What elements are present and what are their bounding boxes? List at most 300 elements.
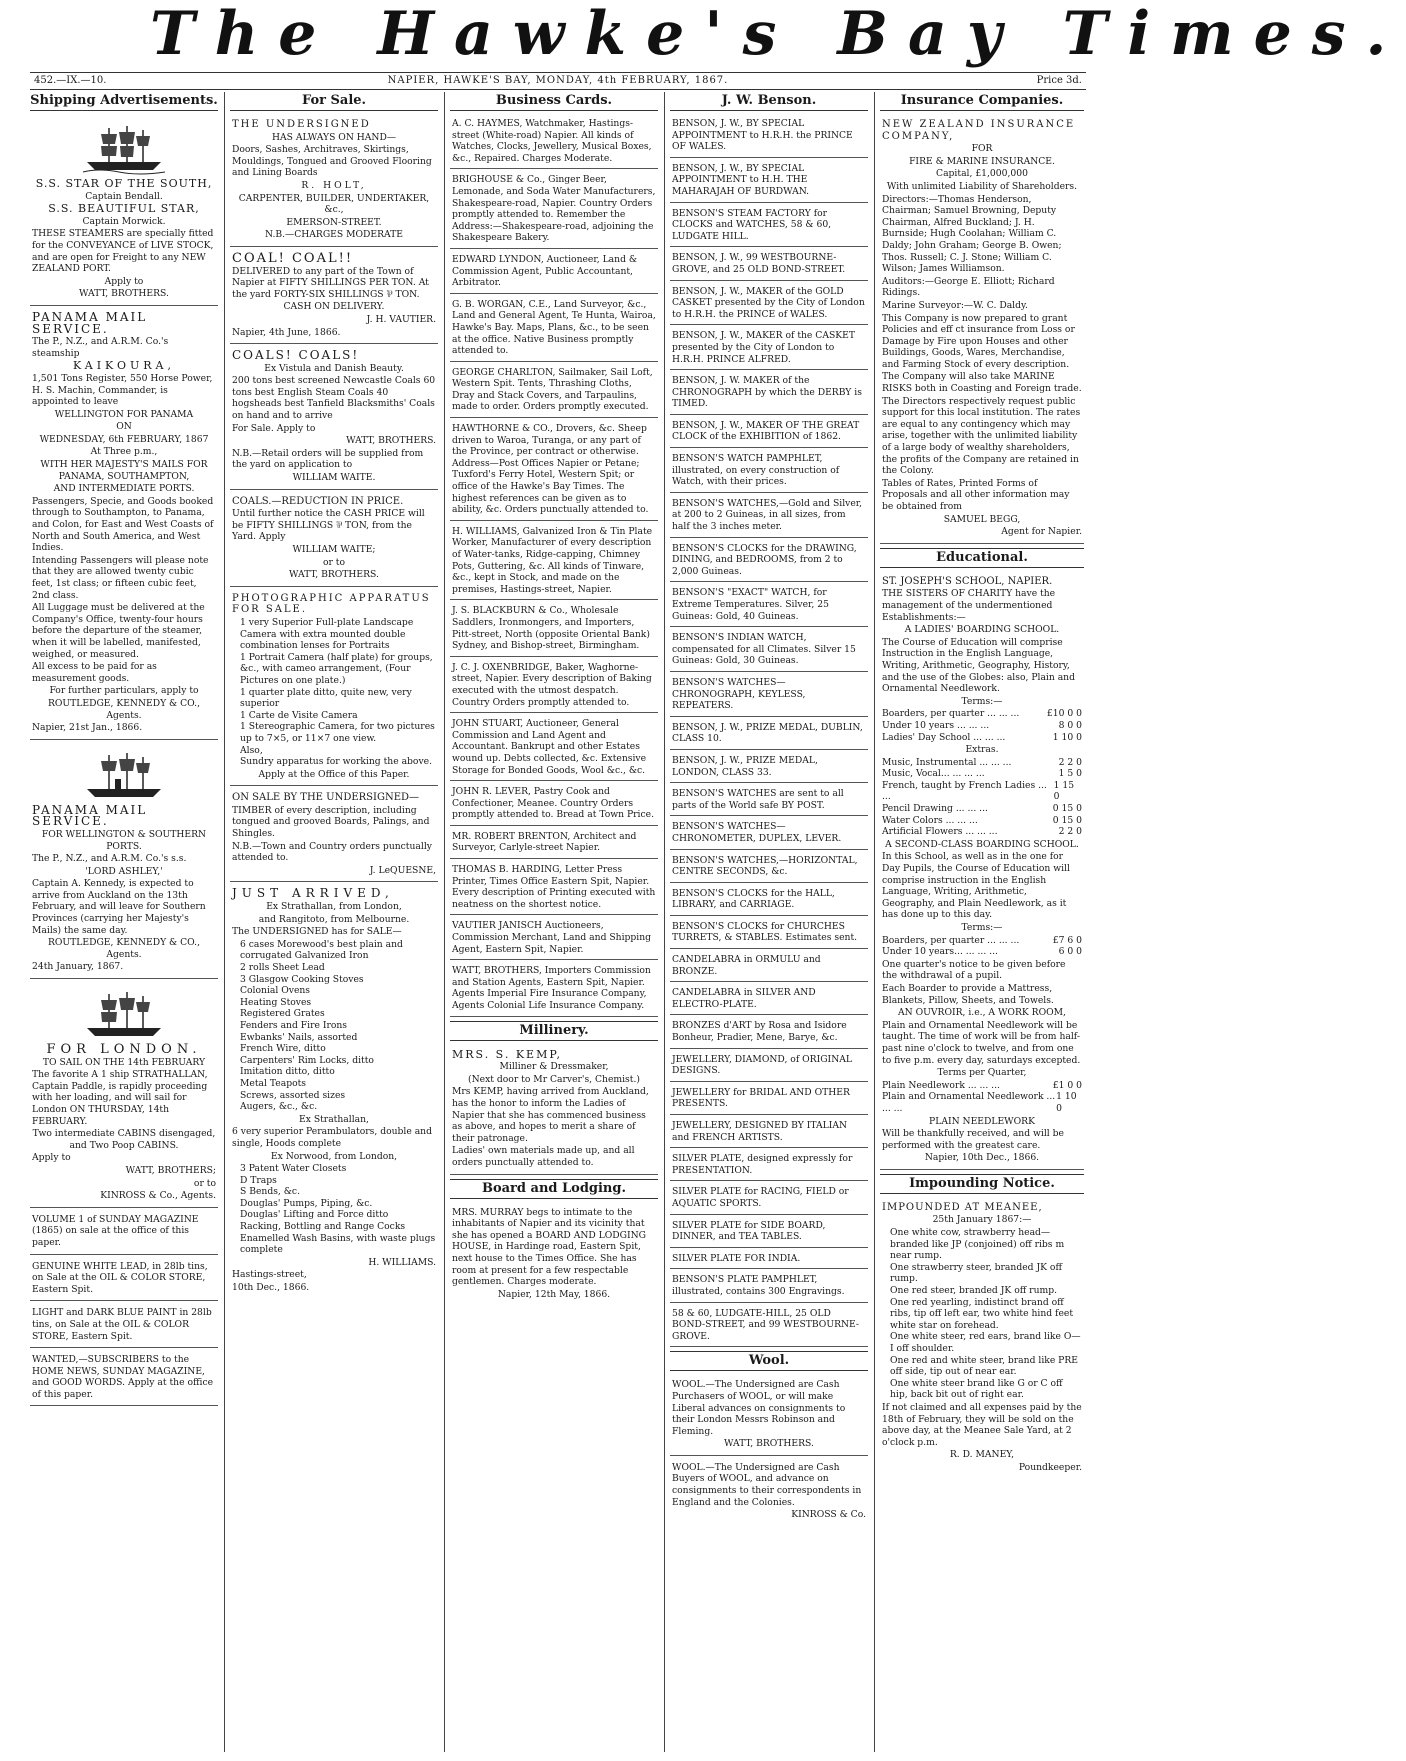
business-card-list: [450, 115, 658, 1017]
ad-line: For Sale. Apply to: [232, 422, 316, 434]
ad-body: VOLUME 1 of SUNDAY MAGAZINE (1865) on sale at the office of this paper.: [32, 1213, 199, 1248]
ad-text: JEWELLERY, DIAMOND, of ORIGINAL DESIGNS.: [672, 1053, 852, 1077]
ad-text: THOMAS B. HARDING, Letter Press Printer, Times Office Eastern Spit, Napier. Every description of Printing executed with neatness on the shortest notice.: [452, 864, 656, 910]
ad-text: BENSON'S PLATE PAMPHLET, illustrated, contains 300 Engravings.: [672, 1274, 845, 1297]
ad-just-arrived: [230, 884, 438, 1298]
ad-text: CANDELABRA in ORMULU and BRONZE.: [672, 954, 821, 977]
ad-title: IMPOUNDED AT MEANEE,: [882, 1201, 1043, 1213]
ad-body: TIMBER of every description, including tongued and grooved Boards, Palings, and Shingles.: [232, 804, 430, 840]
list-item: 1 Stereographic Camera, for two pictures up to 7×5, or 11×7 one view.: [240, 721, 435, 744]
ad-title: COAL! COAL!!: [232, 250, 354, 266]
ad-body: N.B.—Retail orders will be supplied from the yard on application to: [232, 447, 424, 471]
ad-text: VAUTIER JANISCH Auctioneers, Commission Merchant, Land and Shipping Agent, Eastern Spit, Napier.: [452, 920, 652, 955]
ad-text: JEWELLERY, DESIGNED BY ITALIAN and FRENCH ARTISTS.: [672, 1120, 848, 1143]
list-item: Sundry apparatus for working the above.: [240, 756, 433, 768]
ad-text: BENSON'S CLOCKS for CHURCHES TURRETS, & STABLES. Estimates sent.: [672, 920, 858, 944]
section-heading: For Sale.: [230, 92, 438, 111]
benson-ad-list: [670, 115, 868, 1347]
benson-ad: [670, 818, 868, 849]
ad-text: BENSON, J. W., MAKER of the GOLD CASKET presented by the City of London to H.R.H. the PRINCE of WALES.: [672, 285, 865, 320]
fee-label: Plain Needlework ... ... ...: [882, 1079, 1000, 1091]
ad-date: Napier, 12th May, 1866.: [497, 1288, 611, 1300]
ad-body: The Company will also take MARINE RISKS both in Coasting and Foreign trade.: [882, 371, 1082, 395]
benson-ad: [670, 629, 868, 672]
ad-body: Captain A. Kennedy, is expected to arrive from Auckland on the 13th February, and will leave for Southern Provinces (carrying her Majesty's Mails) the same day.: [32, 878, 206, 936]
benson-ad: [670, 1250, 868, 1270]
list-item: Imitation ditto, ditto: [240, 1066, 335, 1078]
list-item: 3 Glasgow Cooking Stoves: [240, 973, 364, 985]
business-card: [450, 523, 658, 601]
list-item: Carpenters' Rim Locks, ditto: [240, 1054, 374, 1066]
ad-text: J. S. BLACKBURN & Co., Wholesale Saddlers, Ironmongers, and Importers, Pitt-street, North (opposite Oriental Bank) Sydney, and Bishop-street, Birmingham.: [452, 605, 650, 652]
column-rule: [664, 92, 665, 1752]
business-card: [450, 962, 658, 1016]
benson-ad: [670, 372, 868, 415]
business-card: [450, 115, 658, 169]
ad-text: BENSON'S CLOCKS for the DRAWING, DINING, and BEDROOMS, from 2 to 2,000 Guineas.: [672, 542, 857, 577]
ad-body: Tables of Rates, Printed Forms of Proposals and all other information may be obtained from: [882, 477, 1070, 512]
fee-amount: 6 0 0: [1058, 946, 1082, 958]
ad-title: PHOTOGRAPHIC APPARATUS FOR SALE.: [232, 592, 431, 616]
ad-body: Directors:—Thomas Henderson, Chairman; Samuel Browning, Deputy Chairman, Alfred Buckland; J. H. Burnside; Hugh Coolahan; William C. Daldy; John Graham; George B. Owen; Thos. Russell; C. J. Stone; William C. Wilson; James Williamson.: [882, 193, 1062, 275]
fee-table: [882, 757, 1082, 838]
fee-amount: 2 2 0: [1058, 756, 1082, 768]
ad-panama-lord-ashley: [30, 742, 218, 979]
issue-number: 452.—IX.—10.: [34, 75, 107, 86]
ad-text: BENSON'S WATCHES,—Gold and Silver, at 200 to 2 Guineas, in all sizes, from half the 3 inches meter.: [672, 497, 863, 533]
ad-line: Ex Strathallan, from London,: [266, 901, 402, 913]
ad-line: TO SAIL ON THE 14th FEBRUARY: [42, 1056, 206, 1068]
ad-title: FOR LONDON.: [46, 1042, 202, 1058]
fee-row: [882, 826, 1082, 838]
fee-amount: 1 10 0: [1052, 731, 1082, 743]
fee-label: Under 10 years... ... ... ...: [882, 946, 998, 958]
ad-title: NEW ZEALAND INSURANCE COMPANY,: [882, 119, 1076, 142]
fee-amount: 1 15 0: [1053, 779, 1075, 803]
ad-body: Marine Surveyor:—W. C. Daldy.: [882, 299, 1028, 311]
benson-ad: [670, 1217, 868, 1248]
ad-text: BENSON'S WATCHES are sent to all parts of the World safe BY POST.: [672, 788, 844, 811]
list-item: Metal Teapots: [240, 1077, 307, 1089]
fee-label: Music, Instrumental ... ... ...: [882, 756, 1012, 768]
fee-amount: £10 0 0: [1046, 708, 1082, 720]
ad-for-london: [30, 981, 218, 1208]
section-heading: Impounding Notice.: [880, 1174, 1084, 1194]
dateline: NAPIER, HAWKE'S BAY, MONDAY, 4th FEBRUARY, 1867.: [387, 75, 729, 86]
list-item: Colonial Ovens: [240, 985, 311, 997]
ad-text: SILVER PLATE, designed expressly for PRESENTATION.: [672, 1153, 853, 1176]
ad-line: N.B.—CHARGES MODERATE: [265, 229, 403, 241]
ad-body: THE SISTERS OF CHARITY have the management of the undermentioned Establishments:—: [882, 588, 1056, 623]
ad-line: The P., N.Z., and A.R.M. Co.'s steamship: [32, 336, 169, 359]
list-item: Screws, assorted sizes: [240, 1089, 346, 1101]
ad-line: With unlimited Liability of Shareholders.: [886, 180, 1078, 192]
list-item: One red steer, branded JK off rump.: [890, 1285, 1057, 1297]
fee-row: [882, 732, 1082, 744]
item-list: [232, 1163, 436, 1256]
ad-body: For further particulars, apply to: [49, 685, 199, 697]
signature: or to: [193, 1177, 216, 1189]
ad-text: BENSON, J. W., MAKER of the CASKET presented by the City of London to H.R.H. PRINCE ALFRED.: [672, 330, 855, 365]
fee-amount: 0 15 0: [1052, 814, 1082, 826]
ad-body: All excess to be paid for as measurement goods.: [32, 661, 157, 684]
ad-text: BENSON, J. W., BY SPECIAL APPOINTMENT to H.R.H. the PRINCE OF WALES.: [672, 118, 853, 153]
signature: WATT, BROTHERS;: [125, 1164, 216, 1176]
signature: ROUTLEDGE, KENNEDY & CO., Agents.: [47, 697, 201, 721]
ad-date: 24th January, 1867.: [32, 961, 124, 973]
ad-line: FIRE & MARINE INSURANCE.: [909, 155, 1055, 167]
ad-body: THESE STEAMERS are specially fitted for the CONVEYANCE of LIVE STOCK, and are open for Freight to any NEW ZEALAND PORT.: [32, 228, 214, 275]
section-heading: Millinery.: [450, 1021, 658, 1041]
list-item: 1 quarter plate ditto, quite new, very superior: [240, 686, 412, 710]
ad-text: BRIGHOUSE & Co., Ginger Beer, Lemonade, and Soda Water Manufacturers, Shakespeare-road, Napier. Country Orders promptly attended to. Remember the Address:—Shakespeare-road, adjoining the Shakespeare Bakery.: [452, 174, 656, 244]
ad-line: AND INTERMEDIATE PORTS.: [53, 483, 195, 495]
list-item: One white cow, strawberry head—branded like JP (conjoined) off ribs m near rump.: [890, 1227, 1065, 1262]
ad-line: PLAIN NEEDLEWORK: [929, 1115, 1035, 1127]
signature: Poundkeeper.: [1018, 1461, 1082, 1473]
ad-mrs-kemp: [450, 1045, 658, 1175]
business-card: [450, 917, 658, 960]
list-item: 3 Patent Water Closets: [240, 1163, 347, 1175]
ad-line: AN OUVROIR, i.e., A WORK ROOM,: [898, 1007, 1066, 1019]
fee-row: [882, 708, 1082, 720]
fee-row: [882, 757, 1082, 769]
fee-label: Under 10 years ... ... ...: [882, 719, 990, 731]
business-card: [450, 715, 658, 781]
ad-title: ON SALE BY THE UNDERSIGNED—: [232, 792, 420, 804]
ad-coal-vautier: [230, 249, 438, 344]
section-heading: Educational.: [880, 548, 1084, 568]
ad-body: 6 very superior Perambulators, double and single, Hoods complete: [232, 1126, 432, 1149]
benson-ad: [670, 674, 868, 717]
ad-line: FOR WELLINGTON & SOUTHERN PORTS.: [41, 828, 207, 852]
ad-body: 200 tons best screened Newcastle Coals 60 tons best English Steam Coals 40 hogsheads best Tanfield Blacksmiths' Coals on hand and to arrive: [232, 375, 436, 422]
fee-amount: 1 5 0: [1058, 768, 1082, 780]
list-item: D Traps: [240, 1174, 277, 1186]
ad-date: Napier, 10th Dec., 1866.: [924, 1152, 1040, 1164]
ship-icon: [79, 122, 169, 174]
fee-table: [882, 1080, 1082, 1115]
benson-ad: [670, 205, 868, 248]
benson-ad: [670, 852, 868, 883]
section-heading: Shipping Advertisements.: [30, 92, 218, 111]
signature: WATT, BROTHERS.: [724, 1438, 814, 1450]
item-list: [232, 939, 436, 1113]
fee-table: [882, 935, 1082, 958]
ad-line: Apply at the Office of this Paper.: [258, 768, 410, 780]
ad-line: Ex Norwood, from London,: [270, 1150, 398, 1162]
ship-name: KAIKOURA,: [73, 359, 175, 373]
benson-ad: [670, 249, 868, 280]
ad-text: G. B. WORGAN, C.E., Land Surveyor, &c., Land and General Agent, Te Hunta, Wairoa, Hawke's Bay. Maps, Plans, &c., to be seen at the office. Native Business promptly attended to.: [452, 298, 656, 357]
fee-row: [882, 768, 1082, 780]
ad-text: BENSON, J. W. MAKER of the CHRONOGRAPH by which the DERBY is TIMED.: [672, 375, 862, 410]
fee-row: [882, 803, 1082, 815]
ad-body: Intending Passengers will please note that they are allowed twenty cubic feet, 1st class; or fifteen cubic feet, 2nd class.: [32, 554, 209, 601]
ad-line: (Next door to Mr Carver's, Chemist.): [468, 1073, 640, 1085]
ad-text: BENSON'S INDIAN WATCH, compensated for all Climates. Silver 15 Guineas: Gold, 30 Guineas.: [672, 632, 856, 667]
signature: Agent for Napier.: [1001, 526, 1082, 538]
ad-body: GENUINE WHITE LEAD, in 28lb tins, on Sale at the OIL & COLOR STORE, Eastern Spit.: [32, 1260, 208, 1295]
ad-body: WOOL.—The Undersigned are Cash Buyers of WOOL, and advance on consignments to their correspondents in England and the Colonies.: [672, 1461, 862, 1508]
benson-ad: [670, 115, 868, 158]
fee-amount: 2 2 0: [1058, 826, 1082, 838]
ad-title: COALS! COALS!: [232, 348, 360, 363]
ad-coals-reduction: [230, 492, 438, 587]
apply-text: Apply to: [32, 1152, 71, 1164]
ad-sunday-magazine: [30, 1210, 218, 1255]
column-for-sale: [230, 92, 438, 1752]
ad-text: CANDELABRA in SILVER AND ELECTRO-PLATE.: [672, 987, 816, 1010]
signature: WATT, BROTHERS.: [346, 435, 436, 447]
list-item: Augers, &c., &c.: [240, 1101, 318, 1113]
business-card: [450, 251, 658, 294]
ad-body: DELIVERED to any part of the Town of Napier at FIFTY SHILLINGS PER TON. At the yard FORTY-SIX SHILLINGS ⅌ TON.: [232, 265, 429, 300]
list-item: 1 Carte de Visite Camera: [240, 709, 358, 721]
captain: Captain Bendall.: [85, 190, 163, 202]
ad-line: and Rangitoto, from Melbourne.: [258, 913, 410, 925]
section-heading: J. W. Benson.: [670, 92, 868, 111]
column-business-cards: [450, 92, 658, 1752]
signature: SAMUEL BEGG,: [943, 513, 1021, 525]
benson-ad: [670, 1084, 868, 1115]
ad-text: BENSON, J. W., PRIZE MEDAL, DUBLIN, CLASS 10.: [672, 721, 863, 745]
benson-ad: [670, 951, 868, 982]
column-benson: [670, 92, 868, 1752]
ad-body: Each Boarder to provide a Mattress, Blankets, Pillow, Sheets, and Towels.: [882, 982, 1054, 1006]
benson-ad: [670, 1017, 868, 1048]
ad-photographic-apparatus: [230, 589, 438, 787]
ad-mrs-murray: [450, 1203, 658, 1306]
masthead: [0, 0, 1406, 69]
benson-ad: [670, 1305, 868, 1348]
list-item: Heating Stoves: [240, 996, 312, 1008]
ad-text: H. WILLIAMS, Galvanized Iron & Tin Plate Worker, Manufacturer of every description of Water-tanks, Ridge-capping, Chimney Pots, Guttering, &c. All kinds of Tinware, &c., kept in Stock, and made on the premises, Hastings-street, Napier.: [452, 525, 653, 595]
signature: KINROSS & Co.: [791, 1509, 866, 1521]
ad-text: BRONZES d'ART by Rosa and Isidore Bonheur, Pradier, Mene, Barye, &c.: [672, 1020, 847, 1044]
ad-text: JOHN R. LEVER, Pastry Cook and Confectioner, Meanee. Country Orders promptly attended to. Bread at Town Price.: [452, 786, 654, 821]
fee-row: [882, 1091, 1082, 1114]
list-item: Fenders and Fire Irons: [240, 1019, 348, 1031]
business-card: [450, 602, 658, 656]
ad-title: ST. JOSEPH'S SCHOOL, NAPIER.: [882, 575, 1053, 587]
ad-date: 25th January 1867:—: [932, 1214, 1032, 1226]
business-card: [450, 364, 658, 418]
list-item: 1 Portrait Camera (half plate) for groups, &c., with cameo arrangement, (Four Pictures on one plate.): [240, 651, 433, 686]
list-item: S Bends, &c.: [240, 1186, 301, 1198]
section-heading: Business Cards.: [450, 92, 658, 111]
newspaper-title: The Hawke's Bay Times.: [150, 0, 1406, 69]
fee-row: [882, 946, 1082, 958]
ad-text: BENSON'S WATCH PAMPHLET, illustrated, on every construction of Watch, with their prices.: [672, 453, 840, 488]
benson-ad: [670, 160, 868, 203]
column-rule: [224, 92, 225, 1752]
section-heading: Wool.: [670, 1351, 868, 1371]
section-heading: Board and Lodging.: [450, 1179, 658, 1199]
ad-body: One quarter's notice to be given before the withdrawal of a pupil.: [882, 958, 1066, 982]
list-item: One white steer, red ears, brand like O—I off shoulder.: [890, 1331, 1081, 1354]
ad-title: COALS.—REDUCTION IN PRICE.: [232, 495, 404, 507]
ad-text: JOHN STUART, Auctioneer, General Commission and Land Agent and Accountant. Bankrupt and other Estates wound up. Debts collected, &c. Extensive Storage for Bonded Goods, Wool &c., &c.: [452, 718, 647, 776]
benson-ad: [670, 984, 868, 1015]
ad-text: BENSON, J. W., MAKER OF THE GREAT CLOCK of the EXHIBITION of 1862.: [672, 419, 860, 443]
ship-icon: [79, 988, 169, 1040]
fee-label: Boarders, per quarter ... ... ...: [882, 708, 1020, 720]
ad-timber: [230, 788, 438, 882]
fee-label: Plain and Ornamental Needlework ... ... ...: [882, 1091, 1056, 1114]
ad-blue-paint: [30, 1303, 218, 1348]
ad-text: J. C. J. OXENBRIDGE, Baker, Waghorne-street, Napier. Every description of Baking executed with the utmost despatch. Country Orders promptly attended to.: [452, 661, 652, 708]
ad-text: GEORGE CHARLTON, Sailmaker, Sail Loft, Western Spit. Tents, Thrashing Cloths, Dray and Stack Covers, and Tarpaulins, made to order. Orders promptly executed.: [452, 366, 653, 413]
list-item: One red yearling, indistinct brand off ribs, tip off left ear, two white hind feet white star on forehead.: [890, 1296, 1074, 1331]
benson-ad: [670, 785, 868, 816]
signature: WILLIAM WAITE.: [292, 472, 376, 484]
ad-date: Napier, 4th June, 1866.: [232, 326, 341, 338]
ad-line: Terms:—: [961, 695, 1003, 707]
fee-row: [882, 815, 1082, 827]
ad-body: WOOL.—The Undersigned are Cash Purchasers of WOOL, or will make Liberal advances on consignments to their London Messrs Robinson and Fleming.: [672, 1379, 846, 1437]
ad-text: BENSON'S WATCHES,—HORIZONTAL, CENTRE SECONDS, &c.: [672, 854, 858, 878]
ad-line: Extras.: [965, 744, 999, 756]
benson-ad: [670, 1271, 868, 1302]
signature: KINROSS & Co., Agents.: [100, 1190, 216, 1202]
list-item: Douglas' Pumps, Piping, &c.: [240, 1197, 373, 1209]
ad-line: A SECOND-CLASS BOARDING SCHOOL.: [885, 838, 1079, 850]
benson-ad: [670, 283, 868, 326]
list-item: 2 rolls Sheet Lead: [240, 962, 325, 973]
ad-body: The Directors respectively request public support for this local institution. The rates are equal to any contingency which may arise, together with the unlimited liability of a large body of wealthy shareholders, the profits of the Company are retained in the Colony.: [882, 395, 1081, 477]
ad-line: Milliner & Dressmaker,: [499, 1061, 609, 1073]
benson-ad: [670, 885, 868, 916]
ship-icon: [79, 749, 169, 801]
benson-ad: [670, 719, 868, 750]
fee-amount: 0 15 0: [1052, 803, 1082, 815]
benson-ad: [670, 1117, 868, 1148]
business-card: [450, 659, 658, 713]
ad-line: CARPENTER, BUILDER, UNDERTAKER, &c.,: [238, 192, 430, 216]
fee-row: [882, 720, 1082, 732]
fee-label: Pencil Drawing ... ... ...: [882, 803, 988, 815]
fee-label: Music, Vocal... ... ... ...: [882, 768, 985, 780]
ad-date: 10th Dec., 1866.: [232, 1282, 310, 1294]
benson-ad: [670, 495, 868, 538]
ad-title: MRS. S. KEMP,: [452, 1047, 562, 1061]
business-card: [450, 828, 658, 859]
benson-ad: [670, 1150, 868, 1181]
ad-st-josephs-school: [880, 572, 1084, 1170]
ad-text: BENSON'S STEAM FACTORY for CLOCKS and WATCHES, 58 & 60, LUDGATE HILL.: [672, 207, 832, 242]
ad-text: 58 & 60, LUDGATE-HILL, 25 OLD BOND-STREET, and 99 WESTBOURNE-GROVE.: [672, 1307, 860, 1342]
ad-body: Doors, Sashes, Architraves, Skirtings, Mouldings, Tongued and Grooved Flooring and Lining Boards: [232, 144, 432, 179]
list-item: Also,: [240, 744, 263, 756]
column-rule: [874, 92, 875, 1752]
list-item: One red and white steer, brand like PRE off side, tip out of near ear.: [890, 1354, 1078, 1378]
ad-subscribers-wanted: [30, 1350, 218, 1406]
list-item: 6 cases Morewood's best plain and corrugated Galvanized Iron: [240, 938, 403, 962]
ad-line: FOR: [971, 143, 993, 155]
ad-body: Will be thankfully received, and will be performed with the greatest care.: [882, 1128, 1064, 1151]
ad-wool-watt: [670, 1375, 868, 1456]
signature: R. D. MANEY,: [949, 1449, 1015, 1461]
benson-ad: [670, 1051, 868, 1082]
ad-body: WANTED,—SUBSCRIBERS to the HOME NEWS, SUNDAY MAGAZINE, and GOOD WORDS. Apply at the office of this paper.: [32, 1354, 214, 1400]
ad-text: HAWTHORNE & CO., Drovers, &c. Sheep driven to Waroa, Turanga, or any part of the Province, per contract or otherwise. Address—Post Offices Napier or Petane; Tuxford's Ferry Hotel, Western Spit; or office of the Hawke's Bay Times. The highest references can be given as to ability, &c. Orders punctually attended to.: [452, 423, 649, 516]
list-item: French Wire, ditto: [240, 1043, 326, 1055]
column-insurance: [880, 92, 1084, 1752]
business-card: [450, 420, 658, 521]
ship-name: S.S. BEAUTIFUL STAR,: [48, 202, 200, 216]
ad-line: A LADIES' BOARDING SCHOOL.: [904, 624, 1060, 636]
ad-text: MR. ROBERT BRENTON, Architect and Surveyor, Carlyle-street Napier.: [452, 830, 637, 854]
ad-r-holt: [230, 115, 438, 247]
column-rule: [444, 92, 445, 1752]
ad-title: JUST ARRIVED,: [232, 886, 394, 901]
ad-text: SILVER PLATE for RACING, FIELD or AQUATIC SPORTS.: [672, 1186, 849, 1209]
ad-text: BENSON, J. W., PRIZE MEDAL, LONDON, CLASS 33.: [672, 754, 818, 778]
captain: Captain Morwick.: [82, 215, 166, 227]
ad-text: BENSON'S WATCHES—CHRONOMETER, DUPLEX, LEVER.: [672, 821, 842, 844]
ad-body: Auditors:—George E. Elliott; Richard Ridings.: [882, 275, 1055, 299]
ad-text: BENSON'S CLOCKS for the HALL, LIBRARY, and CARRIAGE.: [672, 887, 835, 911]
ad-panama-kaikoura: [30, 308, 218, 740]
business-card: [450, 171, 658, 249]
list-item: Ewbanks' Nails, assorted: [240, 1031, 358, 1043]
benson-ad: [670, 918, 868, 949]
ad-nz-insurance: [880, 115, 1084, 544]
list-item: Racking, Bottling and Range Cocks: [240, 1221, 406, 1233]
ad-body: If not claimed and all expenses paid by the 18th of February, they will be sold on the above day, at the Meanee Sale Yard, at 2 o'clock p.m.: [882, 1401, 1082, 1448]
price: Price 3d.: [1036, 75, 1082, 86]
fee-label: French, taught by French Ladies ... ...: [882, 779, 1047, 803]
dateline-bar: [30, 72, 1086, 90]
ad-title: THE UNDERSIGNED: [232, 119, 371, 130]
ad-line: Ex Strathallan,: [299, 1113, 369, 1125]
ad-body: Passengers, Specie, and Goods booked through to Southampton, to Panama, and Colon, for East and West Coasts of North and South America, and West Indies.: [32, 495, 214, 554]
ad-text: SILVER PLATE for SIDE BOARD, DINNER, and TEA TABLES.: [672, 1219, 826, 1243]
ad-line: Terms per Quarter,: [937, 1067, 1027, 1079]
business-card: [450, 296, 658, 362]
signature: ROUTLEDGE, KENNEDY & CO., Agents.: [47, 937, 201, 960]
business-card: [450, 861, 658, 915]
benson-ad: [670, 584, 868, 627]
list-item: One strawberry steer, branded JK off rump.: [890, 1261, 1062, 1285]
ad-body: In this School, as well as in the one for Day Pupils, the Course of Education will comprise instruction in the English Language, Writing, Arithmetic, Geography, and Plain Needlework, as it has done up to this day.: [882, 851, 1070, 921]
ad-line: Terms:—: [961, 922, 1003, 933]
ad-body: LIGHT and DARK BLUE PAINT in 28lb tins, on Sale at the OIL & COLOR STORE, Eastern Spit.: [32, 1307, 212, 1342]
ad-line: EMERSON-STREET.: [286, 216, 382, 228]
ad-text: A. C. HAYMES, Watchmaker, Hastings-street (White-road) Napier. All kinds of Watches, Clocks, Jewellery, Musical Boxes, &c., Repaired. Charges Moderate.: [452, 118, 652, 164]
ad-white-lead: [30, 1257, 218, 1302]
column-shipping: [30, 92, 218, 1752]
ad-title: PANAMA MAIL SERVICE.: [32, 802, 148, 829]
ad-title: PANAMA MAIL SERVICE.: [32, 309, 148, 336]
ad-text: EDWARD LYNDON, Auctioneer, Land & Commission Agent, Public Accountant, Arbitrator.: [452, 253, 638, 289]
ad-line: Ex Vistula and Danish Beauty.: [264, 362, 404, 374]
ad-text: BENSON'S "EXACT" WATCH, for Extreme Temperatures. Silver, 25 Guineas: Gold, 40 Guineas.: [672, 587, 829, 622]
fee-amount: 1 10 0: [1056, 1091, 1077, 1114]
ad-text: JEWELLERY for BRIDAL AND OTHER PRESENTS.: [672, 1086, 850, 1110]
signature: J. H. VAUTIER.: [366, 313, 436, 325]
ad-star-of-the-south: [30, 115, 218, 306]
ad-line: At Three p.m.,: [90, 446, 158, 458]
signature: WATT, BROTHERS.: [79, 288, 169, 300]
ad-text: WATT, BROTHERS, Importers Commission and Station Agents, Eastern Spit, Napier. Agents Imperial Fire Insurance Company, Agents Colonial Life Insurance Company.: [452, 965, 651, 1011]
ad-name: R. HOLT,: [301, 179, 367, 191]
ad-date: Napier, 21st Jan., 1866.: [32, 722, 143, 734]
fee-label: Boarders, per quarter ... ... ...: [882, 934, 1020, 946]
ad-impounding: [880, 1198, 1084, 1479]
ad-line: CASH ON DELIVERY.: [283, 301, 385, 313]
